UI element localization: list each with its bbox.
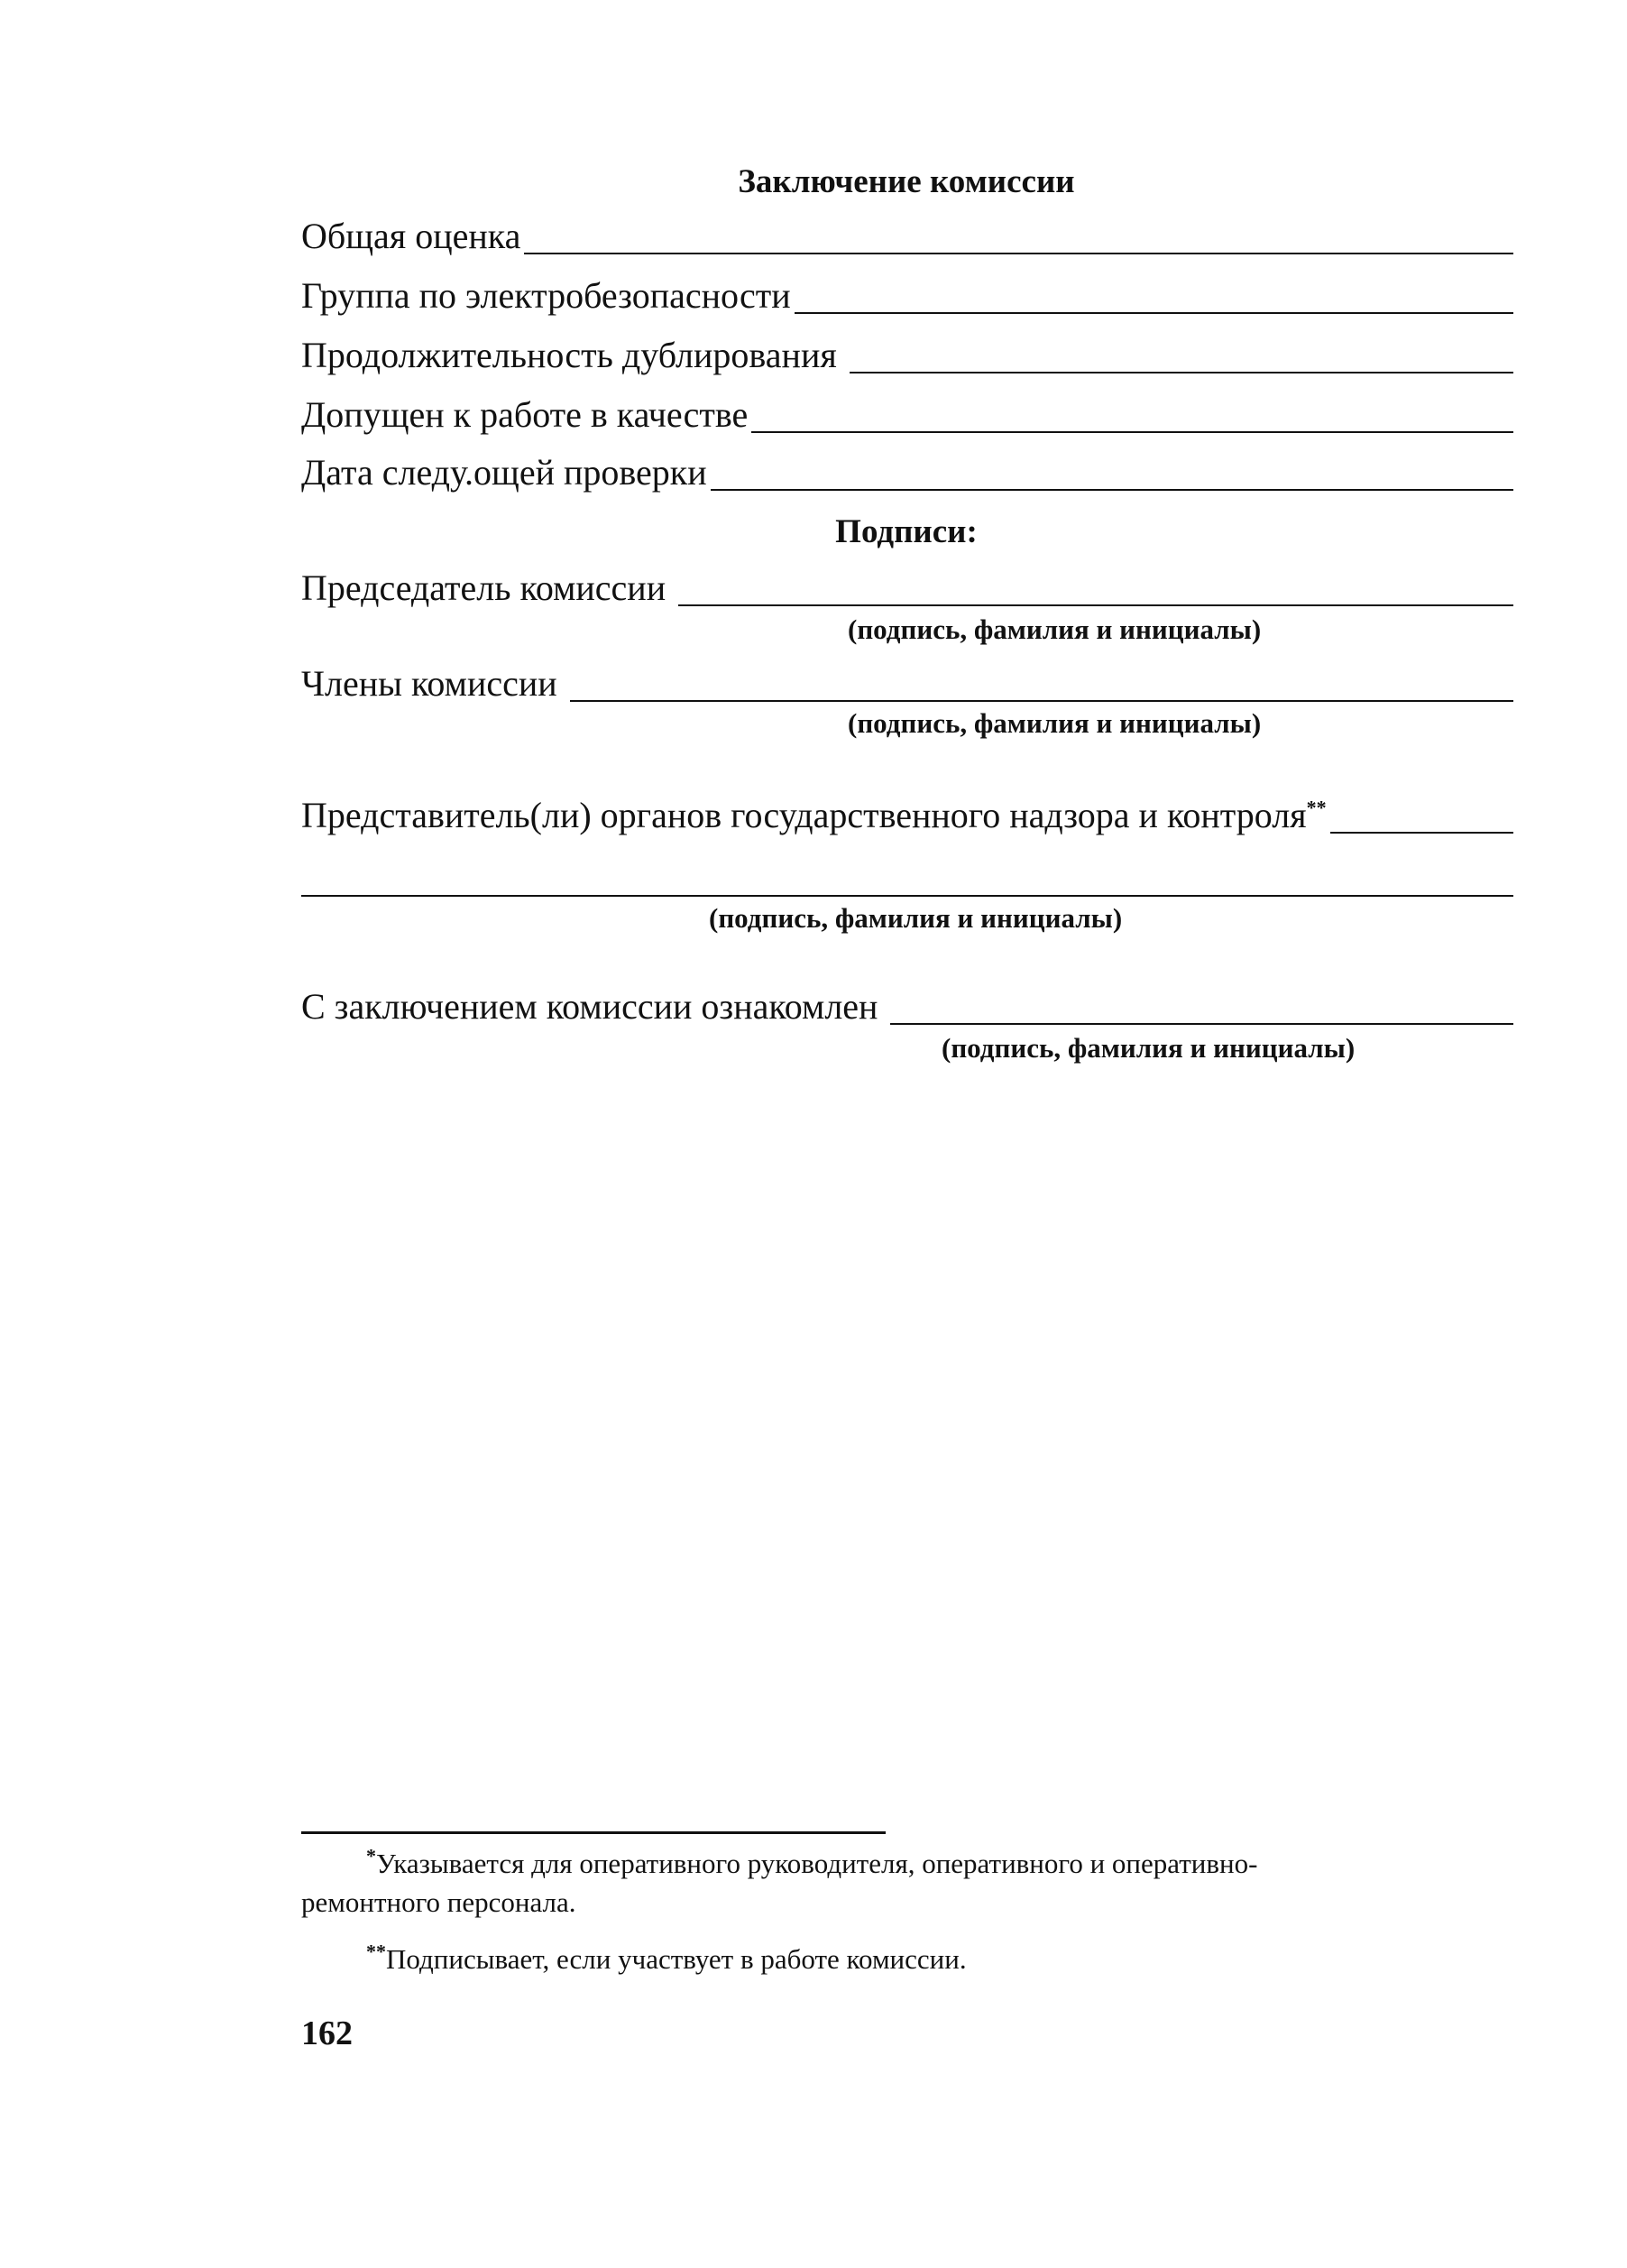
footnote-1 bbox=[301, 1844, 1513, 1922]
footnote-mark: ** bbox=[1306, 796, 1327, 819]
field-chairman bbox=[301, 568, 1513, 608]
field-next-check-date bbox=[301, 453, 1513, 493]
field-acquainted bbox=[301, 987, 1513, 1027]
footnote-mark: * bbox=[366, 1844, 376, 1867]
blank-line bbox=[524, 224, 1513, 254]
field-label: Группа по электробезопасности bbox=[301, 275, 791, 316]
signature-caption: (подпись, фамилия и инициалы) bbox=[848, 613, 1262, 645]
field-label: Председатель комиссии bbox=[301, 567, 666, 608]
field-members bbox=[301, 664, 1513, 704]
field-duplication-duration bbox=[301, 336, 1513, 375]
signature-caption: (подпись, фамилия и инициалы) bbox=[942, 1032, 1356, 1064]
signature-caption: (подпись, фамилия и инициалы) bbox=[709, 902, 1123, 934]
signature-caption: (подпись, фамилия и инициалы) bbox=[848, 707, 1262, 739]
field-electrical-safety-group bbox=[301, 276, 1513, 316]
field-label: Допущен к работе в качестве bbox=[301, 394, 749, 435]
signature-line-full bbox=[301, 895, 1513, 897]
blank-line bbox=[795, 283, 1513, 314]
form-title: Заключение комиссии bbox=[738, 163, 1075, 200]
blank-line bbox=[711, 460, 1513, 491]
field-representatives bbox=[301, 796, 1513, 835]
footnote-mark: ** bbox=[366, 1940, 386, 1963]
field-label: С заключением комиссии ознакомлен bbox=[301, 986, 878, 1027]
footnote-text: Подписывает, если участвует в работе комиссии. bbox=[386, 1943, 967, 1975]
signature-line bbox=[1330, 803, 1513, 834]
signature-line bbox=[678, 576, 1513, 606]
field-label: Представитель(ли) органов государственного надзора и контроля** bbox=[301, 795, 1327, 835]
field-label: Дата следу.ощей проверки bbox=[301, 452, 707, 493]
signature-line bbox=[570, 671, 1513, 702]
field-admitted-as bbox=[301, 395, 1513, 435]
signatures-heading: Подписи: bbox=[835, 513, 978, 550]
blank-line bbox=[850, 343, 1513, 373]
field-label: Продолжительность дублирования bbox=[301, 335, 837, 375]
field-overall-rating bbox=[301, 217, 1513, 256]
footnote-separator bbox=[301, 1831, 886, 1834]
field-label: Члены комиссии bbox=[301, 663, 557, 704]
footnote-text: Указывается для оперативного руководителя, оперативного и оперативно- bbox=[376, 1848, 1258, 1879]
signature-line bbox=[890, 994, 1513, 1025]
footnote-text: ремонтного персонала. bbox=[301, 1886, 576, 1919]
footnote-2 bbox=[301, 1940, 1513, 1978]
field-label: Общая оценка bbox=[301, 216, 521, 256]
page-number: 162 bbox=[301, 2014, 353, 2052]
blank-line bbox=[751, 402, 1513, 433]
